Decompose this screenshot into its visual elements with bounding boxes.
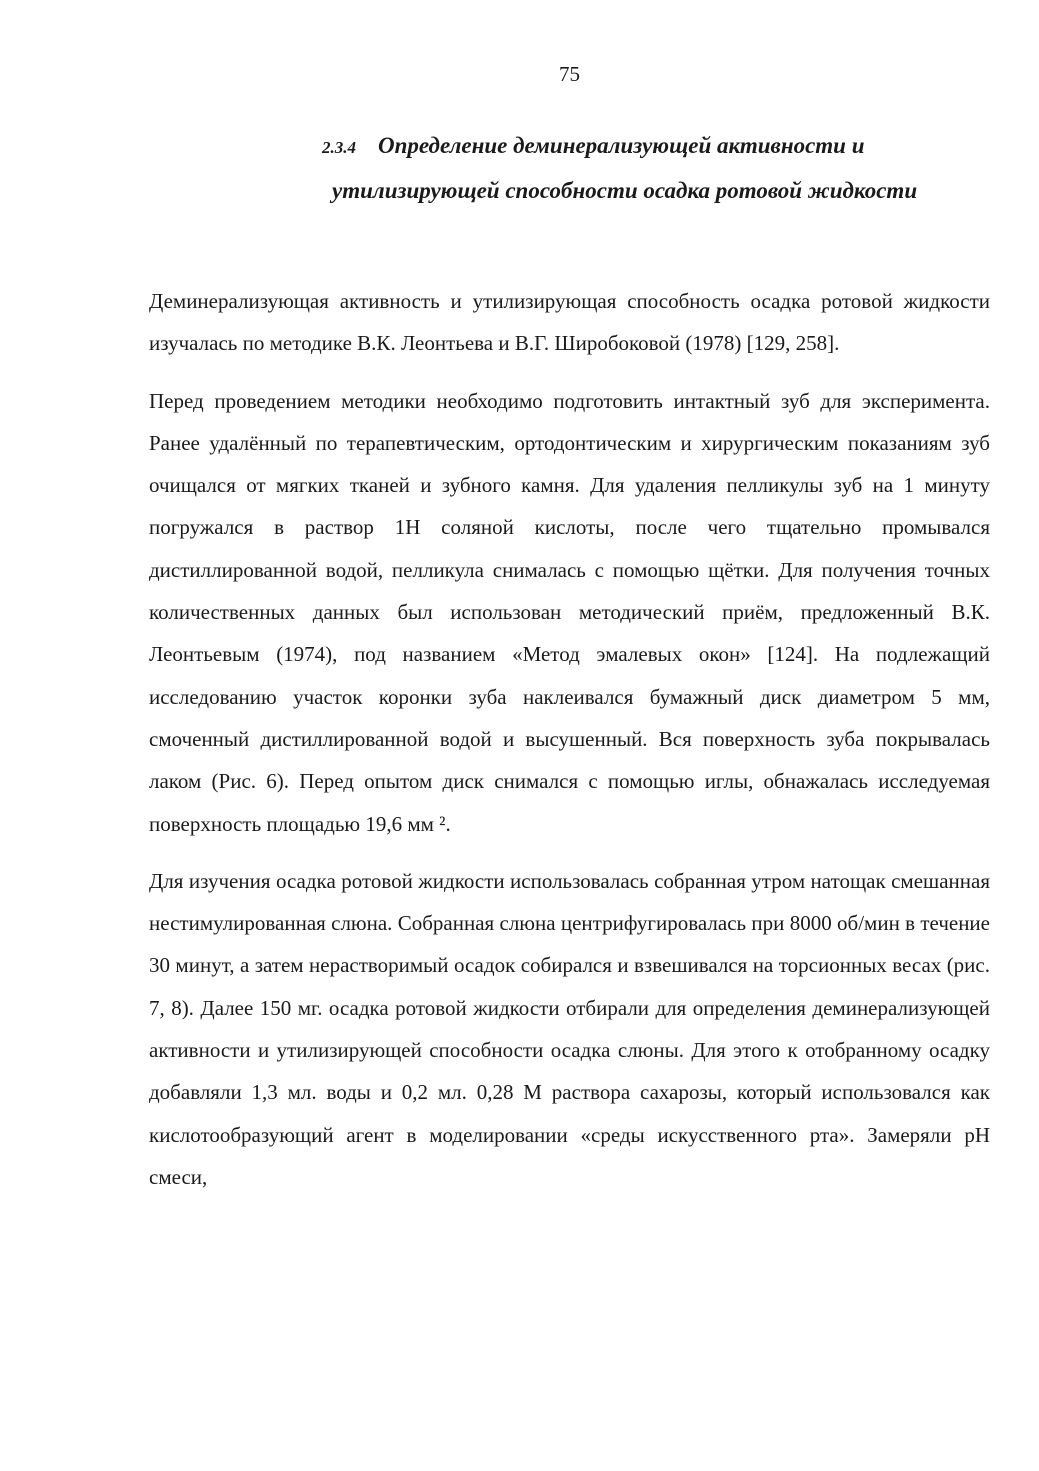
section-number: 2.3.4 (322, 138, 356, 157)
section-title-part-2: утилизирующей способности осадка ротовой жидкости (332, 178, 918, 203)
section-heading (322, 124, 1002, 212)
section-title-part-1: Определение деминерализующей активности и (378, 133, 865, 158)
paragraph-sediment-study: Для изучения осадка ротовой жидкости использовалась собранная утром натощак смешанная нестимулированная слюна. Собранная слюна центрифугировалась при 8000 об/мин в течение 30 минут, а затем нерастворимый осадок собирался и взвешивался на торсионных весах (рис. 7, 8). Далее 150 мг. осадка ротовой жидкости отбирали для определения деминерализующей активности и утилизирующей способности осадка слюны. Для этого к отобранному осадку добавляли 1,3 мл. воды и 0,2 мл. 0,28 М раствора сахарозы, который использовался как кислотообразующий агент в моделировании «среды искусственного рта». Замеряли pH смеси, (149, 868, 990, 1189)
page-number: 75 (559, 62, 580, 86)
section-heading-line-1 (322, 133, 865, 158)
paragraph-tooth-preparation: Перед проведением методики необходимо подготовить интактный зуб для эксперимента. Ранее удалённый по терапевтическим, ортодонтическим и хирургическим показаниям зуб очищался от мягких тканей и зубного камня. Для удаления пелликулы зуб на 1 минуту погружался в раствор 1Н соляной кислоты, после чего тщательно промывался дистиллированной водой, пелликула снималась с помощью щётки. Для получения точных количественных данных был использован методический приём, предложенный В.К. Леонтьевым (1974), под названием «Метод эмалевых окон» [124]. На подлежащий исследованию участок коронки зуба наклеивался бумажный диск диаметром 5 мм, смоченный дистиллированной водой и высушенный. Вся поверхность зуба покрывалась лаком (Рис. 6). Перед опытом диск снимался с помощью иглы, обнажалась исследуемая поверхность площадью 19,6 мм ². (149, 388, 990, 836)
paragraph-method-source: Деминерализующая активность и утилизирующая способность осадка ротовой жидкости изучалась по методике В.К. Леонтьева и В.Г. Широбоковой (1978) [129, 258]. (149, 289, 990, 356)
body-text (149, 280, 990, 1213)
